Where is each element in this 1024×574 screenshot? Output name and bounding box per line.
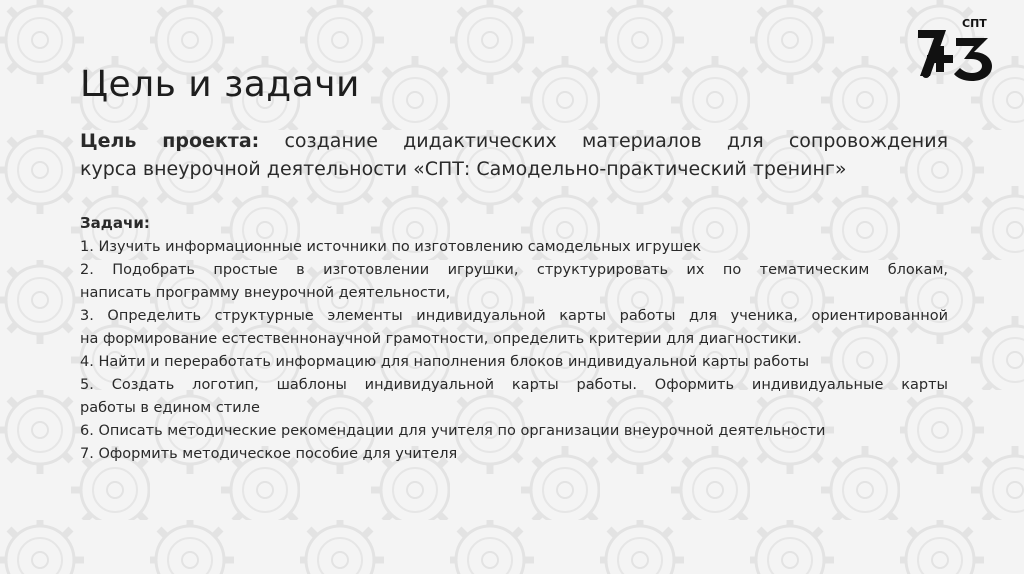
task-item-4 bbox=[80, 351, 948, 374]
logo-text: СПТ bbox=[962, 17, 987, 30]
task-item-1 bbox=[80, 236, 948, 259]
task-7-line-1: 7. Оформить методическое пособие для учителя bbox=[80, 446, 458, 462]
goal-line-1 bbox=[80, 127, 948, 155]
task-2-line-2: написать программу внеурочной деятельности, bbox=[80, 285, 451, 301]
tasks-block bbox=[80, 212, 948, 466]
task-2-line-1: 2. Подобрать простые в изготовлении игрушки, структурировать их по тематическим блокам, bbox=[80, 262, 948, 278]
goal-text-2: курса внеурочной деятельности «СПТ: Самодельно-практический тренинг» bbox=[80, 158, 847, 180]
slide-title: Цель и задачи bbox=[80, 64, 360, 105]
task-item-5 bbox=[80, 374, 948, 420]
goal-text-1: создание дидактических материалов для сопровождения bbox=[284, 130, 948, 152]
task-5-line-2: работы в едином стиле bbox=[80, 400, 260, 416]
goal-paragraph bbox=[80, 127, 948, 183]
task-item-6 bbox=[80, 420, 948, 443]
tasks-heading: Задачи: bbox=[80, 214, 150, 232]
task-3-line-1: 3. Определить структурные элементы индивидуальной карты работы для ученика, ориентированной bbox=[80, 308, 948, 324]
task-4-line-1: 4. Найти и переработать информацию для наполнения блоков индивидуальной карты работы bbox=[80, 354, 810, 370]
goal-label: Цель проекта: bbox=[80, 130, 260, 152]
task-5-line-1: 5. Создать логотип, шаблоны индивидуальной карты работы. Оформить индивидуальные карты bbox=[80, 377, 948, 393]
task-item-2 bbox=[80, 259, 948, 305]
task-item-7 bbox=[80, 443, 948, 466]
task-1-line-1: 1. Изучить информационные источники по изготовлению самодельных игрушек bbox=[80, 239, 702, 255]
task-3-line-2: на формирование естественнонаучной грамотности, определить критерии для диагностики. bbox=[80, 331, 802, 347]
task-item-3 bbox=[80, 305, 948, 351]
task-6-line-1: 6. Описать методические рекомендации для учителя по организации внеурочной деятельности bbox=[80, 423, 826, 439]
